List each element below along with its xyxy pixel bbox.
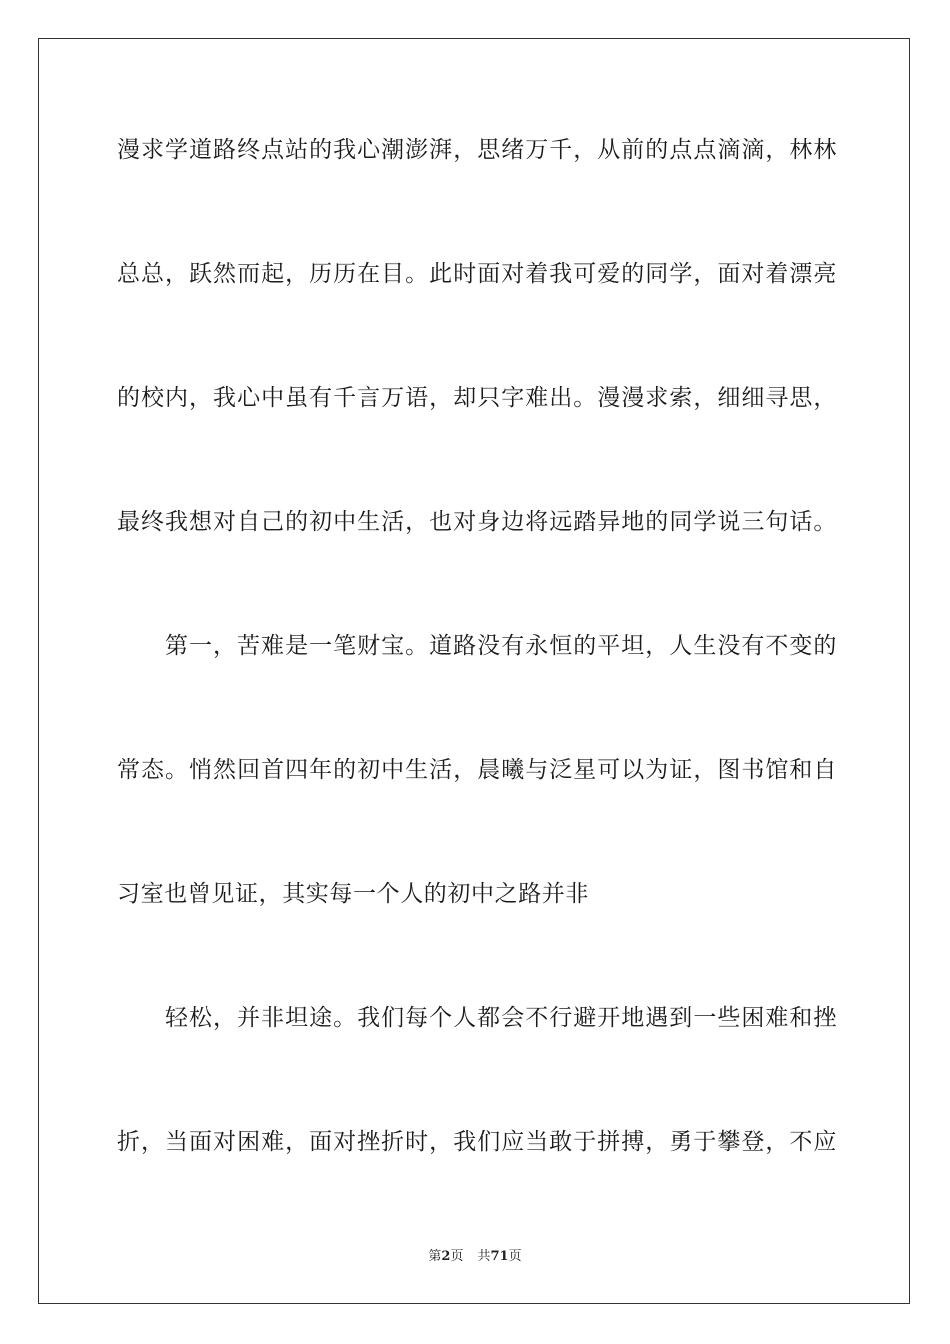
body-text-line-short: 习室也曾见证，其实每一个人的初中之路并非 xyxy=(117,881,589,907)
page-footer xyxy=(0,1248,950,1266)
body-text-line: 漫求学道路终点站的我心潮澎湃，思绪万千，从前的点点滴滴，林林 xyxy=(117,137,837,163)
body-text-line: 最终我想对自己的初中生活，也对身边将远踏异地的同学说三句话。 xyxy=(117,509,837,535)
page-prefix: 第 xyxy=(428,1249,442,1264)
body-text-line: 的校内，我心中虽有千言万语，却只字难出。漫漫求索，细细寻思， xyxy=(117,385,837,411)
body-text-line: 总总，跃然而起，历历在目。此时面对着我可爱的同学，面对着漂亮 xyxy=(117,261,837,287)
page-border xyxy=(38,38,910,1304)
body-text-line: 折，当面对困难，面对挫折时，我们应当敢于拼搏，勇于攀登，不应 xyxy=(117,1129,837,1155)
total-suffix: 页 xyxy=(508,1249,522,1264)
page-suffix: 页 xyxy=(450,1249,464,1264)
total-prefix: 共 xyxy=(477,1249,491,1264)
total-pages: 71 xyxy=(490,1249,509,1264)
paragraph-first-line: 第一，苦难是一笔财宝。道路没有永恒的平坦，人生没有不变的 xyxy=(165,633,837,659)
paragraph-first-line: 轻松，并非坦途。我们每个人都会不行避开地遇到一些困难和挫 xyxy=(165,1005,837,1031)
body-text-line: 常态。悄然回首四年的初中生活，晨曦与泛星可以为证，图书馆和自 xyxy=(117,757,837,783)
page-number: 2 xyxy=(441,1249,451,1264)
